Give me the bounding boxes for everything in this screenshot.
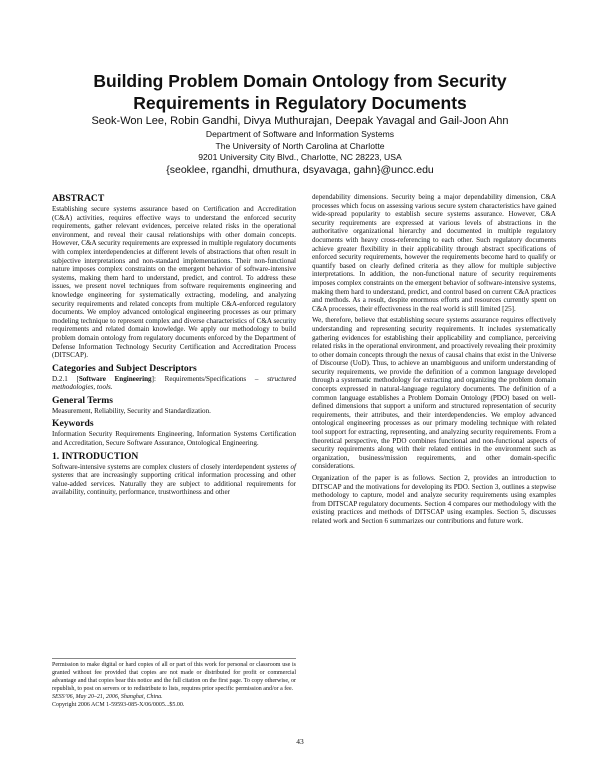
author-emails: {seoklee, rgandhi, dmuthura, dsyavaga, gahn}@uncc.edu	[166, 164, 434, 176]
left-column	[52, 193, 296, 500]
introduction-heading: 1. INTRODUCTION	[52, 450, 139, 462]
venue-text: SESS’06, May 20–21, 2006, Shanghai, China.	[52, 693, 163, 700]
paper-title	[40, 70, 560, 114]
keywords-heading: Keywords	[52, 418, 94, 430]
title-line-2: Requirements in Regulatory Documents	[133, 93, 467, 113]
introduction-text	[52, 463, 296, 497]
abstract-heading: ABSTRACT	[52, 193, 105, 204]
affiliation-address: 9201 University City Blvd., Charlotte, NC 28223, USA	[198, 152, 402, 162]
right-paragraph-2: We, therefore, believe that establishing secure systems assurance requires effectively understanding and representing security requirements. It includes systematically gathering evidences for establishing their applicability and compliance, perceiving related risks in the operational environment, and proactively revealing their proximity to other domain concepts through the nexus of causal chains that exist in the Universe of Discourse (UoD). Thus, to achieve an unambiguous and uniform understanding of security requirements, we provide the definition of a common language developed through a systematic methodology for extracting and organizing the problem domain concepts expressed in natural-language regulatory documents. The definition of a common language establishes a Problem Domain Ontology (PDO) based on well-defined dimensions that support a uniform and structured representation of security requirements, their attributes, and their interdependencies. We employ advanced ontological engineering processes as our primary modeling technique with related tool support for extracting, representing, and analyzing security requirements. From a theoretical perspective, the PDO combines functional and non-functional aspects of security requirements along with their related entities in the environment such as organization, business/mission requirements, and other domain-specific considerations.	[312, 316, 556, 471]
affiliation-block	[40, 129, 560, 164]
category-subject: ]: Requirements/Specifications –	[151, 374, 259, 383]
categories-heading: Categories and Subject Descriptors	[52, 362, 197, 374]
affiliation-dept: Department of Software and Information Systems	[205, 129, 395, 139]
general-terms-text: Measurement, Reliability, Security and Standardization.	[52, 406, 211, 415]
category-code: D.2.1 [	[52, 374, 79, 383]
right-paragraph-1: dependability dimensions. Security being a major dependability dimension, C&A processes which focus on assessing various secure system characteristics have gained wide-spread popularity to establish secure systems assurance. However, C&A security requirements are expressed at various levels of abstractions in the authoritative organizational hierarchy and documented in multiple regulatory documents with heavy cross-referencing to each other. Such regulatory documents achieve greater flexibility in their applicability through abstract specifications of enforced security requirements, however the requirements become hard to qualify or quantify based on clearly defined criteria as they allow for multiple subjective interpretations. In addition, the non-functional nature of security requirements imposes complex constraints on the emergent behavior of software-intensive systems, making them hard to understand, predict, and control based on current C&A practices and methods. As a result, despite enormous efforts and resources currently spent on C&A processes, their effectiveness in the real world is still limited [25].	[312, 193, 556, 313]
copyright-line: Copyright 2006 ACM 1-59593-085-X/06/0005...$5.00.	[52, 701, 185, 708]
affiliation-university: The University of North Carolina at Charlotte	[215, 140, 385, 151]
general-terms-heading: General Terms	[52, 394, 114, 406]
category-term: Software Engineering	[78, 374, 152, 383]
page-number: 43	[296, 737, 304, 746]
intro-text-italic: systems of systems	[52, 462, 296, 480]
conference-venue	[52, 694, 296, 702]
right-column	[312, 193, 556, 529]
category-italic: structured methodologies, tools.	[52, 374, 296, 392]
right-paragraph-3: Organization of the paper is as follows. Section 2, provides an introduction to DITSCAP and the motivations for developing its PDO. Section 3, outlines a stepwise methodology to capture, model and analyze security requirements using examples from DITSCAP regulatory documents. Section 4 compares our methodology with the existing practices and methods of DITSCAP using examples. Section 5, discusses related work and Section 6 summarizes our contributions and future work.	[312, 474, 556, 525]
title-line-1: Building Problem Domain Ontology from Security	[93, 71, 507, 91]
intro-text-part-b: that are increasingly supporting critical information processing and other value-added services. Naturally they are subject to additional requirements for availability, continuity, performance, trustworthiness and other	[52, 471, 296, 497]
abstract-text: Establishing secure systems assurance based on Certification and Accreditation (C&A) activities, requires effective ways to understand the enforced security requirements, gather relevant evidences, perceive related risks in the operational environment, and reveal their causal relationships with other domain concepts. However, C&A security requirements are expressed in multiple regulatory documents with complex interdependencies at different levels of abstractions that often result in subjective interpretations and non-standard implementations. Their non-functional nature imposes complex constraints on the emergent behavior of software-intensive systems, making them hard to understand, predict, and control. To address these issues, we present novel techniques from software requirements engineering and knowledge engineering for systematically extracting, modeling, and analyzing security requirements and related concepts from multiple C&A-enforced regulatory documents. We employ advanced ontological engineering processes as our primary modeling technique to represent complex and diverse characteristics of C&A security requirements and related domain knowledge. We apply our methodology to build problem domain ontology from regulatory documents enforced by the Department of Defense Information Technology Security Certification and Accreditation Process (DITSCAP).	[52, 205, 296, 360]
categories-text	[52, 375, 296, 392]
permission-notice	[52, 658, 296, 709]
permission-text: Permission to make digital or hard copies of all or part of this work for personal or classroom use is granted without fee provided that copies are not made or distributed for profit or commercial advantage and that copies bear this notice and the full citation on the first page. To copy otherwise, or republish, to post on servers or to redistribute to lists, requires prior specific permission and/or a fee.	[52, 662, 296, 692]
intro-text-part-a: Software-intensive systems are complex clusters of closely interdependent	[52, 462, 267, 471]
keywords-text: Information Security Requirements Engineering, Information Systems Certification and Accreditation, Secure Software Assurance, Ontological Engineering.	[52, 430, 296, 448]
author-list: Seok-Won Lee, Robin Gandhi, Divya Muthurajan, Deepak Yavagal and Gail-Joon Ahn	[91, 115, 509, 127]
